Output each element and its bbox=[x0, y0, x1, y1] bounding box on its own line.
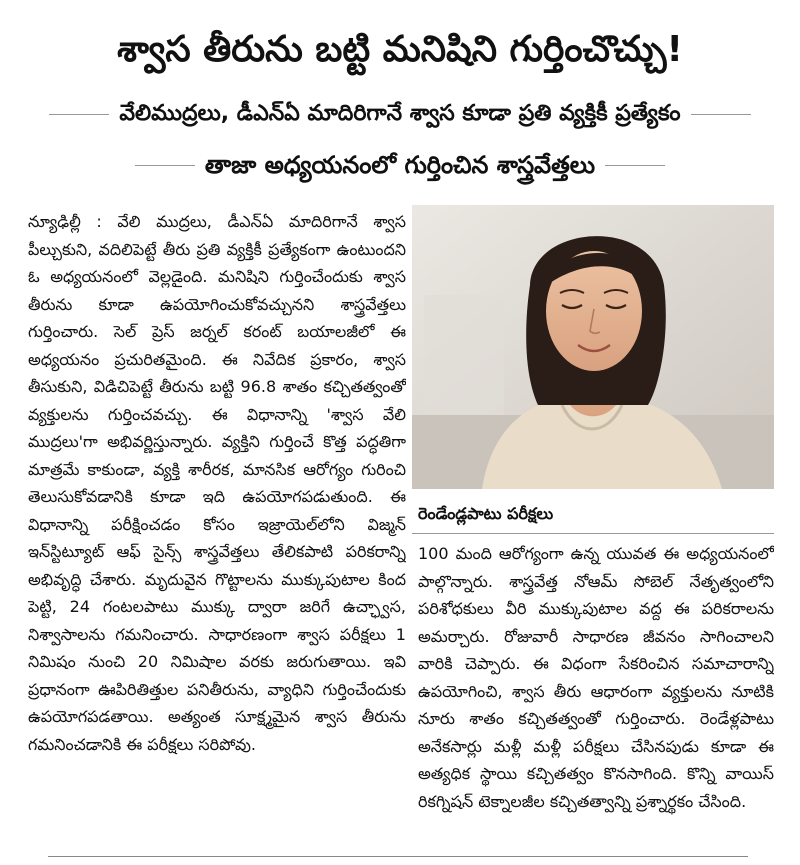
subheading-divider bbox=[412, 533, 774, 534]
bottom-divider bbox=[48, 856, 748, 857]
article-body-right-column bbox=[418, 540, 774, 840]
subheading: రెండేండ్లపాటు పరీక్షలు bbox=[418, 504, 554, 523]
woman-breathing-photo bbox=[412, 205, 774, 489]
deck-line-1 bbox=[0, 98, 800, 130]
body-paragraph-left: న్యూఢిల్లీ : వేలి ముద్రలు, డీఎన్‌ఏ మాదిరిగానే శ్వాస పీల్చుకుని, వదిలిపెట్టే తీరు ప్రతి వ్యక్తికీ ప్రత్యేకంగా ఉంటుందని ఓ అధ్యయనంలో వెల్లడైంది. మనిషిని గుర్తించేందుకు శ్వాస తీరును కూడా ఉపయోగించుకోవచ్చునని శాస్త్రవేత్తలు గుర్తించారు. సెల్ ప్రెస్ జర్నల్ కరంట్ బయాలజీలో ఈ అధ్యయనం ప్రచురితమైంది. ఈ నివేదిక ప్రకారం, శ్వాస తీసుకుని, విడిచిపెట్టే తీరును బట్టి 96.8 శాతం కచ్చితత్వంతో వ్యక్తులను గుర్తించవచ్చు. ఈ విధానాన్ని 'శ్వాస వేలి ముద్రలు'గా అభివర్ణిస్తున్నారు. వ్యక్తిని గుర్తించే కొత్త పద్ధతిగా మాత్రమే కాకుండా, వ్యక్తి శారీరక, మానసిక ఆరోగ్యం గురించి తెలుసుకోవడానికి కూడా ఇది ఉపయోగపడుతుంది. ఈ విధానాన్ని పరీక్షించడం కోసం ఇజ్రాయెల్‌లోని విజ్మన్ ఇన్‌స్టిట్యూట్ ఆఫ్ సైన్స్ శాస్త్రవేత్తలు తేలికపాటి పరికరాన్ని అభివృద్ధి చేశారు. మృదువైన గొట్టాలను ముక్కుపుటాల కింద పెట్టి, 24 గంటలపాటు ముక్కు ద్వారా జరిగే ఉచ్ఛ్వాస, నిశ్వాసాలను గమనించారు. సాధారణంగా శ్వాస పరీక్షలు 1 నిమిషం నుంచి 20 నిమిషాల వరకు జరుగుతాయి. ఇవి ప్రధానంగా ఊపిరితిత్తుల పనితీరును, వ్యాధిని గుర్తించేందుకు ఉపయోగపడతాయి. అత్యంత సూక్ష్మమైన శ్వాస తీరును గమనించడానికి ఈ పరీక్షలు సరిపోవు. bbox=[28, 212, 406, 754]
deck-line-2-text: తాజా అధ్యయనంలో గుర్తించిన శాస్త్రవేత్తలు bbox=[195, 148, 605, 182]
body-paragraph-right: 100 మంది ఆరోగ్యంగా ఉన్న యువత ఈ అధ్యయనంలో పాల్గొన్నారు. శాస్త్రవేత్త నోఆమ్ సోబెల్ నేతృత్వంలోని పరిశోధకులు వీరి ముక్కుపుటాల వద్ద ఈ పరికరాలను అమర్చారు. రోజువారీ సాధారణ జీవనం సాగించాలని వారికి చెప్పారు. ఈ విధంగా సేకరించిన సమాచారాన్ని ఉపయోగించి, శ్వాస తీరు ఆధారంగా వ్యక్తులను నూటికి నూరు శాతం కచ్చితత్వంతో గుర్తించారు. రెండేళ్లపాటు అనేకసార్లు మళ్లీ మళ్లీ పరీక్షలు చేసినపుడు కూడా ఈ అత్యధిక స్థాయి కచ్చితత్వం కొనసాగింది. కొన్ని వాయిస్ రికగ్నిషన్ టెక్నాలజీల కచ్చితత్వాన్ని ప్రశ్నార్థకం చేసింది. bbox=[418, 544, 774, 811]
headline: శ్వాస తీరును బట్టి మనిషిని గుర్తించొచ్చు! bbox=[117, 29, 683, 70]
article-photo bbox=[412, 205, 774, 489]
deck-line-2 bbox=[0, 148, 800, 182]
article-body-left-column bbox=[28, 208, 406, 838]
deck-line-1-text: వేలిముద్రలు, డీఎన్‌ఏ మాదిరిగానే శ్వాస కూడా ప్రతి వ్యక్తికీ ప్రత్యేకం bbox=[109, 98, 690, 130]
